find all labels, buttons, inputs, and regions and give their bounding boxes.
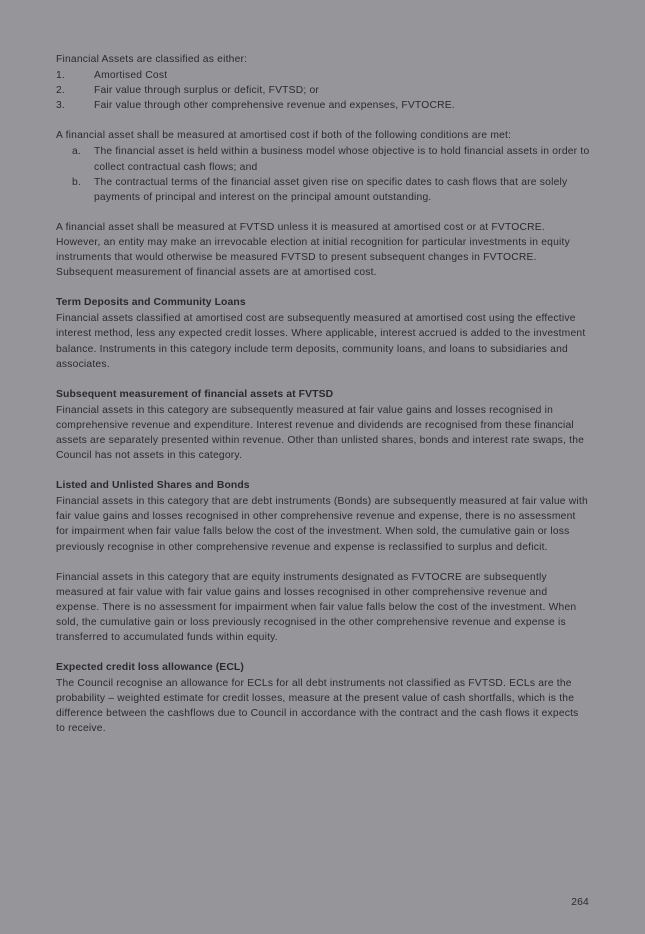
list-marker: 3. (56, 100, 65, 112)
section-heading: Subsequent measurement of financial assets at FVTSD (56, 388, 334, 400)
paragraph: Financial assets in this category are subsequently measured at fair value gains and losses recognised in comprehensive revenue and expenditure. Interest revenue and dividends are recognised from these financial assets are separately presented within revenue. Other than unlisted shares, bonds and interest rate swaps, the Council has not assets in this category. (56, 404, 585, 462)
section-term-deposits (56, 295, 590, 371)
classification-list (56, 68, 590, 113)
list-item (56, 83, 590, 98)
section-expected-credit-loss (56, 660, 590, 736)
list-item (56, 175, 590, 205)
section-subsequent-measurement-fvtsd (56, 387, 590, 463)
section-lead: A financial asset shall be measured at amortised cost if both of the following conditions are met: (56, 130, 512, 142)
document-body (56, 52, 590, 737)
page-number: 264 (571, 897, 589, 908)
section-heading: Expected credit loss allowance (ECL) (56, 662, 244, 674)
section-heading: Listed and Unlisted Shares and Bonds (56, 480, 250, 492)
list-item-text: The financial asset is held within a business model whose objective is to hold financial assets in order to collect contractual cash flows; and (94, 146, 590, 173)
paragraph: Financial assets classified at amortised cost are subsequently measured at amortised cost using the effective interest method, less any expected credit losses. Where applicable, interest accrued is added to the investment balance. Instruments in this category include term deposits, community loans, and loans to subsidiaries and associates. (56, 313, 586, 370)
section-heading: Term Deposits and Community Loans (56, 297, 246, 309)
list-item-text: Fair value through other comprehensive revenue and expenses, FVTOCRE. (94, 100, 455, 112)
list-item-text: Fair value through surplus or deficit, FVTSD; or (94, 85, 320, 97)
list-marker: b. (72, 176, 81, 188)
conditions-list (56, 144, 590, 204)
section-listed-unlisted-shares (56, 478, 590, 645)
paragraph: Financial assets in this category that are equity instruments designated as FVTOCRE are subsequently measured at fair value with fair value gains and losses recognised in other comprehensive revenue and expense. There is no assessment for impairment when fair value falls below the cost of the investment. When sold, the cumulative gain or loss previously recognised in the other comprehensive revenue and expense is transferred to accumulated funds within equity. (56, 571, 577, 643)
list-item (56, 98, 590, 113)
list-marker: a. (72, 146, 81, 158)
paragraph: The Council recognise an allowance for ECLs for all debt instruments not classified as FVTSD. ECLs are the probability – weighted estimate for credit losses, measure at the present value of cash shortfalls, which is the difference between the cashflows due to Council in accordance with the contract and the cash flows it expects to receive. (56, 678, 579, 735)
section-fvtsd-measurement (56, 220, 590, 280)
list-item (56, 68, 590, 83)
list-marker: 2. (56, 85, 65, 97)
section-amortised-cost-conditions (56, 128, 590, 204)
section-classification (56, 52, 590, 113)
list-item-text: Amortised Cost (94, 70, 168, 82)
list-item (56, 144, 590, 174)
paragraph: A financial asset shall be measured at FVTSD unless it is measured at amortised cost or at FVTOCRE. However, an entity may make an irrevocable election at initial recognition for particular investments in equity instruments that would otherwise be measured FVTSD to present subsequent changes in FVTOCRE. Subsequent measurement of financial assets are at amortised cost. (56, 221, 570, 279)
list-item-text: The contractual terms of the financial asset given rise on specific dates to cash flows that are solely payments of principal and interest on the principal amount outstanding. (94, 176, 568, 203)
section-lead: Financial Assets are classified as either: (56, 54, 248, 65)
paragraph-spacer (56, 555, 590, 570)
list-marker: 1. (56, 70, 65, 82)
paragraph: Financial assets in this category that are debt instruments (Bonds) are subsequently measured at fair value with fair value gains and losses recognised in other comprehensive revenue and expense, there is no assessment for impairment when fair value falls below the cost of the investment. When sold, the cumulative gain or loss previously recognise in other comprehensive revenue and expense is reclassified to surplus and deficit. (56, 496, 588, 553)
